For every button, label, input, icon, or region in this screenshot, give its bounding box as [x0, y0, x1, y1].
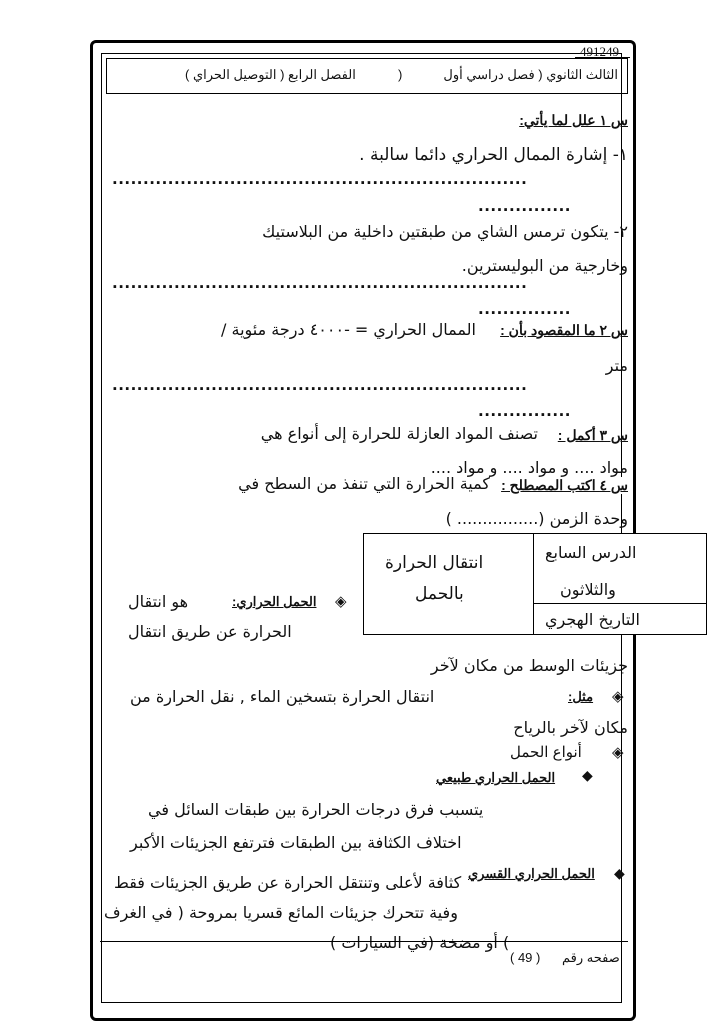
q3-line1: تصنف المواد العازلة للحرارة إلى أنواع هي [260, 424, 538, 443]
q2-dots2: ............... [478, 402, 571, 420]
q1-item2-dots2: ............... [478, 300, 571, 318]
q1-item2-line1: ٢- يتكون ترمس الشاي من طبقتين داخلية من البلاستيك [262, 222, 628, 241]
types-label: أنواع الحمل [510, 744, 582, 761]
q1-item2-dots: ................................................................... [112, 274, 528, 292]
page-number: ( 49 ) [510, 950, 541, 965]
q1-title: س ١ علل لما يأتي: [519, 112, 628, 128]
page-border-inner [101, 53, 622, 1003]
natural-title: الحمل الحراري طبيعي [436, 770, 556, 785]
diamond-bullet-icon: ◈ [335, 592, 347, 610]
q4-title: س ٤ اكتب المصطلح : [501, 477, 628, 493]
convection-def-line2: الحرارة عن طريق انتقال [128, 622, 292, 641]
example-label: مثل: [568, 689, 594, 704]
forced-line2: وفية تتحرك جزيئات المائع قسريا بمروحة ( في الغرف [104, 903, 458, 922]
natural-line2: اختلاف الكثافة بين الطبقات فترتفع الجزيئات الأكبر [130, 833, 462, 852]
example-line1: انتقال الحرارة بتسخين الماء , نقل الحرارة من [130, 687, 435, 706]
example-line2: مكان لآخر بالرياح [513, 718, 628, 737]
q2-text-line1: الممال الحراري = -٤٠٠٠ درجة مئوية / [221, 320, 476, 339]
q1-item1-dots: ................................................................... [112, 170, 528, 188]
document-number: 491249 [580, 44, 619, 59]
forced-line3: ) أو مضخة (في السيارات ) [330, 933, 510, 952]
lesson-number: والثلاثون [560, 580, 616, 599]
page-label: صفحه رقم [562, 950, 620, 965]
q3-title: س ٣ أكمل : [557, 427, 628, 443]
forced-bullet-icon: ◆ [614, 866, 625, 882]
q4-line2: وحدة الزمن (................ ) [445, 509, 628, 528]
header-grade: الثالث الثانوي ( فصل دراسي أول [443, 67, 618, 82]
lesson-title: الدرس السابع [545, 543, 637, 562]
footer-divider [100, 941, 628, 942]
q4-line1: كمية الحرارة التي تنفذ من السطح في [238, 474, 490, 493]
example-diamond-icon: ◈ [612, 687, 624, 705]
header-paren: ( [398, 67, 403, 82]
natural-bullet-icon: ◆ [582, 768, 593, 784]
q2-title: س ٢ ما المقصود بأن : [500, 322, 628, 338]
natural-line1: يتسبب فرق درجات الحرارة بين طبقات السائل في [148, 800, 484, 819]
q1-item1: ١- إشارة الممال الحراري دائما سالبة . [359, 145, 628, 165]
q1-item2-line2: وخارجية من البوليسترين. [461, 256, 628, 275]
q2-text-line2: متر [605, 356, 628, 375]
q2-dots: ................................................................... [112, 376, 528, 394]
q3-line2: مواد .... و مواد .... و مواد .... [430, 458, 628, 477]
q1-item1-dots2: ............... [478, 197, 571, 215]
forced-line1: كثافة لأعلى وتنتقل الحرارة عن طريق الجزيئات فقط [114, 873, 462, 892]
convection-term: الحمل الحراري: [232, 594, 317, 609]
convection-def-line1: هو انتقال [128, 592, 189, 611]
hijri-date-label: التاريخ الهجري [545, 610, 640, 629]
types-diamond-icon: ◈ [612, 743, 624, 761]
lesson-topic-line2: بالحمل [415, 584, 464, 604]
forced-title: الحمل الحراري القسري [468, 866, 595, 881]
lesson-topic-line1: انتقال الحرارة [385, 553, 484, 573]
convection-def-line3: جزيئات الوسط من مكان لآخر [430, 656, 628, 675]
header-chapter: الفصل الرابع ( التوصيل الحراي ) [185, 67, 356, 82]
